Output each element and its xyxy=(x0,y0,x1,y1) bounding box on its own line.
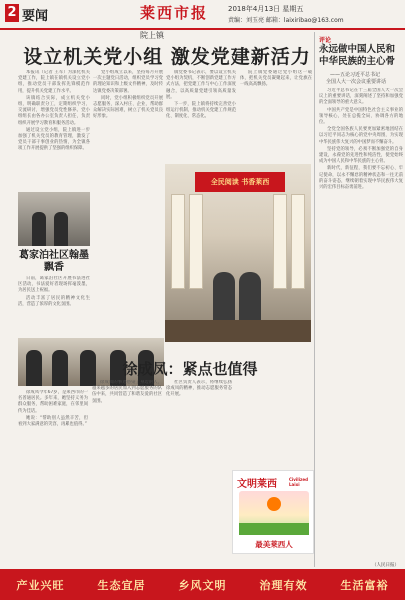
ad-subtitle xyxy=(289,477,308,487)
calligraphy-photo xyxy=(165,164,311,342)
paragraph: 下一步，院上镇将持续完善党小组运行机制，推动机关党建工作规范化、制度化、常态化。 xyxy=(166,102,236,120)
commentary-text xyxy=(319,88,403,560)
sun-icon xyxy=(267,497,281,511)
paragraph: 同时，党小组积极组织党员开展志愿服务，深入村庄、企业，帮助群众解决实际困难，树立了机关党员良好形象。 xyxy=(93,95,163,120)
lead-column-1 xyxy=(18,70,90,188)
person-figure xyxy=(32,212,46,246)
editor-info: 责编：刘玉亮 邮箱：laixiribao@163.com xyxy=(228,17,344,24)
lead-headline: 设立机关党小组 激发党建新活力 xyxy=(23,46,311,68)
person-figure xyxy=(52,350,68,386)
second-story-column-1 xyxy=(18,390,88,566)
commentary-subtitle: ——五论习近平总书记 xyxy=(330,72,381,78)
person-figure xyxy=(54,212,68,246)
side-story-photo xyxy=(18,192,90,246)
page-header xyxy=(0,0,405,30)
page-number: 2 xyxy=(5,4,19,22)
paragraph: 通过设立党小组，院上镇进一步加强了机关党员的教育管理，激发了党员干部干事创业的热情，为全镇各项工作开展提供了坚强的组织保障。 xyxy=(18,127,90,152)
paragraph: 本报讯（记者 王军）为深化机关党建工作，院上镇在镇机关设立党小组，推动党员干部发挥先锋模范作用，提升机关党建工作水平。 xyxy=(18,70,90,94)
civilization-ad xyxy=(232,470,314,554)
ground-shape xyxy=(239,523,309,535)
second-story-headline: 徐成凤：紧点也值得 xyxy=(122,360,258,378)
ad-title: 文明莱西 xyxy=(237,479,277,490)
footer-slogan: 产业兴旺 xyxy=(16,579,65,592)
ad-slogan: 最美莱西人 xyxy=(255,540,293,549)
paragraph: 该镇结合实际，成立机关党小组，明确职责分工，定期组织学习、交流研讨，增强党员党性修养。党小组组长由各办公室负责人担任，负责组织开展学习教育和服务活动。 xyxy=(18,95,90,126)
paragraph: 新时代，新征程，我们要不忘初心、牢记使命，以永不懈怠的精神状态和一往无前的奋斗姿态，继续朝着实现中华民族伟大复兴的宏伟目标奋勇前进。 xyxy=(319,166,403,191)
ad-illustration xyxy=(239,491,309,535)
lead-column-2 xyxy=(93,70,163,332)
scroll-image xyxy=(291,194,305,289)
paragraph: 她说：“帮助别人虽然辛苦，但看到大家满意的笑容，再累也值得。” xyxy=(18,415,88,428)
section-name: 要闻 xyxy=(22,9,49,24)
lead-kicker: 院上镇 xyxy=(140,31,164,40)
paragraph: 活动丰富了居民的精神文化生活，营造了浓厚的文化氛围。 xyxy=(18,295,90,307)
page-footer xyxy=(0,569,405,600)
paragraph: 徐成凤的事迹感染了身边的人，越来越多的居民加入到志愿服务的队伍中来，共同营造了和谐友爱的社区氛围。 xyxy=(92,380,162,404)
paragraph: 坚持党的领导，必须不断加强党的自身建设，永葆党的先进性和纯洁性，使党始终成为中国人民和中华民族的主心骨。 xyxy=(319,146,403,165)
commentary-subtitle-2: 全国人大一次会议重要讲话 xyxy=(326,79,387,85)
scroll-image xyxy=(171,194,185,289)
lead-column-3 xyxy=(166,70,236,162)
paragraph: 院上镇党委通过党小组这一载体，把机关党员凝聚起来，让党旗在一线高高飘扬。 xyxy=(240,70,312,88)
photo-banner: 全民阅读 书香莱西 xyxy=(195,172,285,192)
paragraph: 中国共产党是中国特色社会主义事业的领导核心，处在总揽全局、协调各方的地位。 xyxy=(319,107,403,126)
person-figure xyxy=(26,350,42,386)
paragraph: 社区负责人表示，将继续弘扬徐成凤的精神，推动志愿服务常态化开展。 xyxy=(166,380,232,398)
column-divider xyxy=(314,32,315,567)
paragraph: 全党全国各族人民要更加紧密地团结在以习近平同志为核心的党中央周围，为实现中华民族伟大复兴的中国梦而不懈奋斗。 xyxy=(319,127,403,145)
footer-slogan: 生活富裕 xyxy=(340,579,389,592)
commentary-tag: 评论 xyxy=(319,37,332,44)
footer-slogan: 生态宜居 xyxy=(97,579,146,592)
footer-slogans xyxy=(0,577,405,593)
second-story-column-2 xyxy=(92,380,162,566)
paragraph: 徐成凤今年67岁，是莱西市的一名普通居民。多年来，她坚持义务为群众服务，帮助困难家庭，在邻里间传为佳话。 xyxy=(18,390,88,414)
ad-subtitle-line: Civilized xyxy=(289,477,308,482)
ad-subtitle-line: Laixi xyxy=(289,482,300,487)
scroll-image xyxy=(189,194,203,289)
desk-image xyxy=(165,320,311,342)
side-story-headline: 葛家泊社区翰墨飘香 xyxy=(19,250,89,273)
paragraph: 镇党委书记表示，要以设立机关党小组为契机，不断创新党建工作方式方法，把党建工作与中心工作深度融合，以高质量党建引领高质量发展。 xyxy=(166,70,236,100)
scroll-image xyxy=(273,194,287,289)
masthead-logo: 莱西市报 xyxy=(140,4,209,22)
footer-slogan: 治理有效 xyxy=(259,579,308,592)
commentary-source: （人民日报） xyxy=(372,563,399,568)
paragraph: 党小组成立以来，坚持每月开展一次主题党日活动，组织党员学习党的理论知识和上级文件精神，及时传达镇党委决策部署。 xyxy=(93,70,163,94)
footer-slogan: 乡风文明 xyxy=(178,579,227,592)
paragraph: 日前，葛家泊社区开展书法进社区活动，书法爱好者现场挥毫泼墨，为居民送上祝福。 xyxy=(18,276,90,294)
commentary-headline: 永远做中国人民和中华民族的主心骨 xyxy=(319,44,396,67)
paragraph: 习近平总书记在十三届全国人大一次会议上的重要讲话，深刻阐述了坚持和加强党的全面领导的重大意义。 xyxy=(319,88,403,106)
side-story-text xyxy=(18,276,90,334)
issue-date: 2018年4月13日 星期五 xyxy=(228,5,304,13)
second-story-column-3 xyxy=(166,380,232,566)
lead-column-4 xyxy=(240,70,312,162)
